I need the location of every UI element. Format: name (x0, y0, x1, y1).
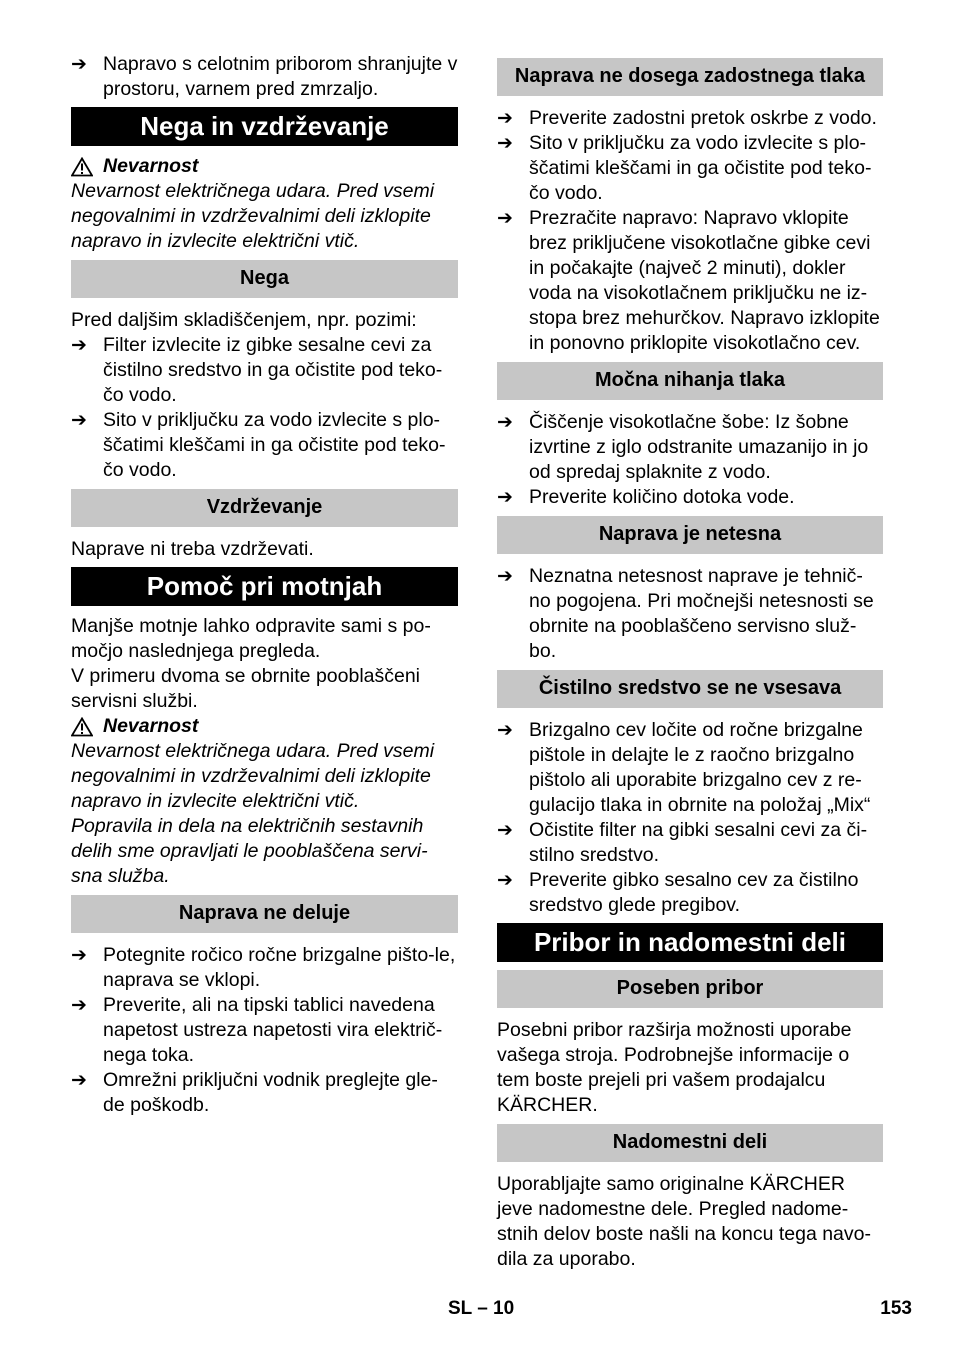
arrow-right-icon: ➔ (497, 870, 513, 891)
arrow-right-icon: ➔ (497, 720, 513, 741)
list-item: ➔ Brizgalno cev ločite od ročne brizgalne pištole in delajte le z raočno brizgalno pištolo ali uporabite brizgalno cev z re-gulacijo tlaka in obrnite na položaj „Mix“ (497, 719, 871, 816)
section-title: Pribor in nadomestni deli (497, 923, 883, 962)
arrow-right-icon: ➔ (71, 995, 87, 1016)
subsection-title: Naprava ne deluje (71, 895, 458, 933)
arrow-right-icon: ➔ (497, 566, 513, 587)
subsection-title: Nega (71, 260, 458, 298)
list-item: ➔ Omrežni priključni vodnik preglejte gle-de poškodb. (71, 1069, 438, 1116)
page-footer-label: SL – 10 (448, 1298, 515, 1319)
warning-triangle-icon (71, 717, 93, 737)
subsection-title: Naprava je netesna (497, 516, 883, 554)
arrow-right-icon: ➔ (497, 133, 513, 154)
list-item: ➔ Preverite gibko sesalno cev za čistilno sredstvo glede pregibov. (497, 869, 859, 916)
right-column (497, 52, 883, 1272)
list-item: ➔ Preverite zadostni pretok oskrbe z vodo. (497, 107, 877, 129)
list-item: ➔ Preverite količino dotoka vode. (497, 486, 795, 508)
arrow-right-icon: ➔ (497, 487, 513, 508)
list-item: ➔ Preverite, ali na tipski tablici navedena napetost ustreza napetosti vira električ-nega toka. (71, 994, 443, 1066)
section-title: Pomoč pri motnjah (71, 567, 458, 606)
subsection-title: Poseben pribor (497, 970, 883, 1008)
list-item: ➔ Očistite filter na gibki sesalni cevi za či-stilno sredstvo. (497, 819, 868, 866)
subsection-title: Čistilno sredstvo se ne vsesava (497, 670, 883, 708)
arrow-right-icon: ➔ (71, 945, 87, 966)
list-item: ➔ Sito v priključku za vodo izvlecite s plo-ščatimi kleščami in ga očistite pod teko-čo vodo. (71, 409, 446, 481)
list-item: ➔ Čiščenje visokotlačne šobe: Iz šobne izvrtine z iglo odstranite umazanijo in jo od spredaj splaknite z vodo. (497, 411, 869, 483)
page-number: 153 (880, 1298, 912, 1319)
paragraph: Pred daljšim skladiščenjem, npr. pozimi: (71, 309, 417, 331)
warning-triangle-icon (71, 157, 93, 177)
left-column (71, 52, 458, 1118)
arrow-right-icon: ➔ (497, 820, 513, 841)
arrow-right-icon: ➔ (497, 108, 513, 129)
list-item: ➔ Neznatna netesnost naprave je tehnič-no pogojena. Pri močnejši netesnosti se obrnite na pooblaščeno servisno služ-bo. (497, 565, 874, 662)
list-item: ➔ Napravo s celotnim priborom shranjujte v prostoru, varnem pred zmrzaljo. (71, 53, 458, 100)
list-item: ➔ Prezračite napravo: Napravo vklopite brez priključene visokotlačne gibke cevi in počakajte (največ 2 minuti), dokler voda na visokotlačnem priključku ne iz-stopa brez mehurčkov. Napravo izklopite in ponovno priklopite visokotlačno cev. (497, 207, 880, 354)
arrow-right-icon: ➔ (71, 410, 87, 431)
list-item: ➔ Potegnite ročico ročne brizgalne pišto-le, naprava se vklopi. (71, 944, 456, 991)
paragraph: V primeru dvoma se obrnite pooblaščeni servisni službi. (71, 665, 421, 712)
subsection-title: Močna nihanja tlaka (497, 362, 883, 400)
paragraph: Naprave ni treba vzdrževati. (71, 538, 314, 560)
arrow-right-icon: ➔ (497, 412, 513, 433)
warning-text: Nevarnost električnega udara. Pred vsemi negovalnimi in vzdrževalnimi deli izklopite napravo in izvlecite električni vtič. (71, 180, 435, 252)
warning-heading: Nevarnost (71, 714, 458, 739)
section-title: Nega in vzdrževanje (71, 107, 458, 146)
subsection-title: Vzdrževanje (71, 489, 458, 527)
paragraph: Uporabljajte samo originalne KÄRCHER jeve nadomestne dele. Pregled nadome-stnih delov boste našli na koncu tega navo-dila za uporabo. (497, 1173, 871, 1270)
subsection-title: Naprava ne dosega zadostnega tlaka (497, 58, 883, 96)
warning-heading: Nevarnost (71, 154, 458, 179)
arrow-right-icon: ➔ (71, 54, 87, 75)
arrow-right-icon: ➔ (497, 208, 513, 229)
warning-text: Popravila in dela na električnih sestavnih delih sme opravljati le pooblaščena servi-sna služba. (71, 815, 428, 887)
paragraph: Manjše motnje lahko odpravite sami s po-močjo naslednjega pregleda. (71, 615, 431, 662)
arrow-right-icon: ➔ (71, 1070, 87, 1091)
paragraph: Posebni pribor razširja možnosti uporabe vašega stroja. Podrobnejše informacije o tem boste prejeli pri vašem prodajalcu KÄRCHER. (497, 1019, 852, 1116)
subsection-title: Nadomestni deli (497, 1124, 883, 1162)
list-item: ➔ Filter izvlecite iz gibke sesalne cevi za čistilno sredstvo in ga očistite pod teko-čo vodo. (71, 334, 443, 406)
list-item: ➔ Sito v priključku za vodo izvlecite s plo-ščatimi kleščami in ga očistite pod teko-čo vodo. (497, 132, 872, 204)
warning-text: Nevarnost električnega udara. Pred vsemi negovalnimi in vzdrževalnimi deli izklopite napravo in izvlecite električni vtič. (71, 740, 435, 812)
arrow-right-icon: ➔ (71, 335, 87, 356)
